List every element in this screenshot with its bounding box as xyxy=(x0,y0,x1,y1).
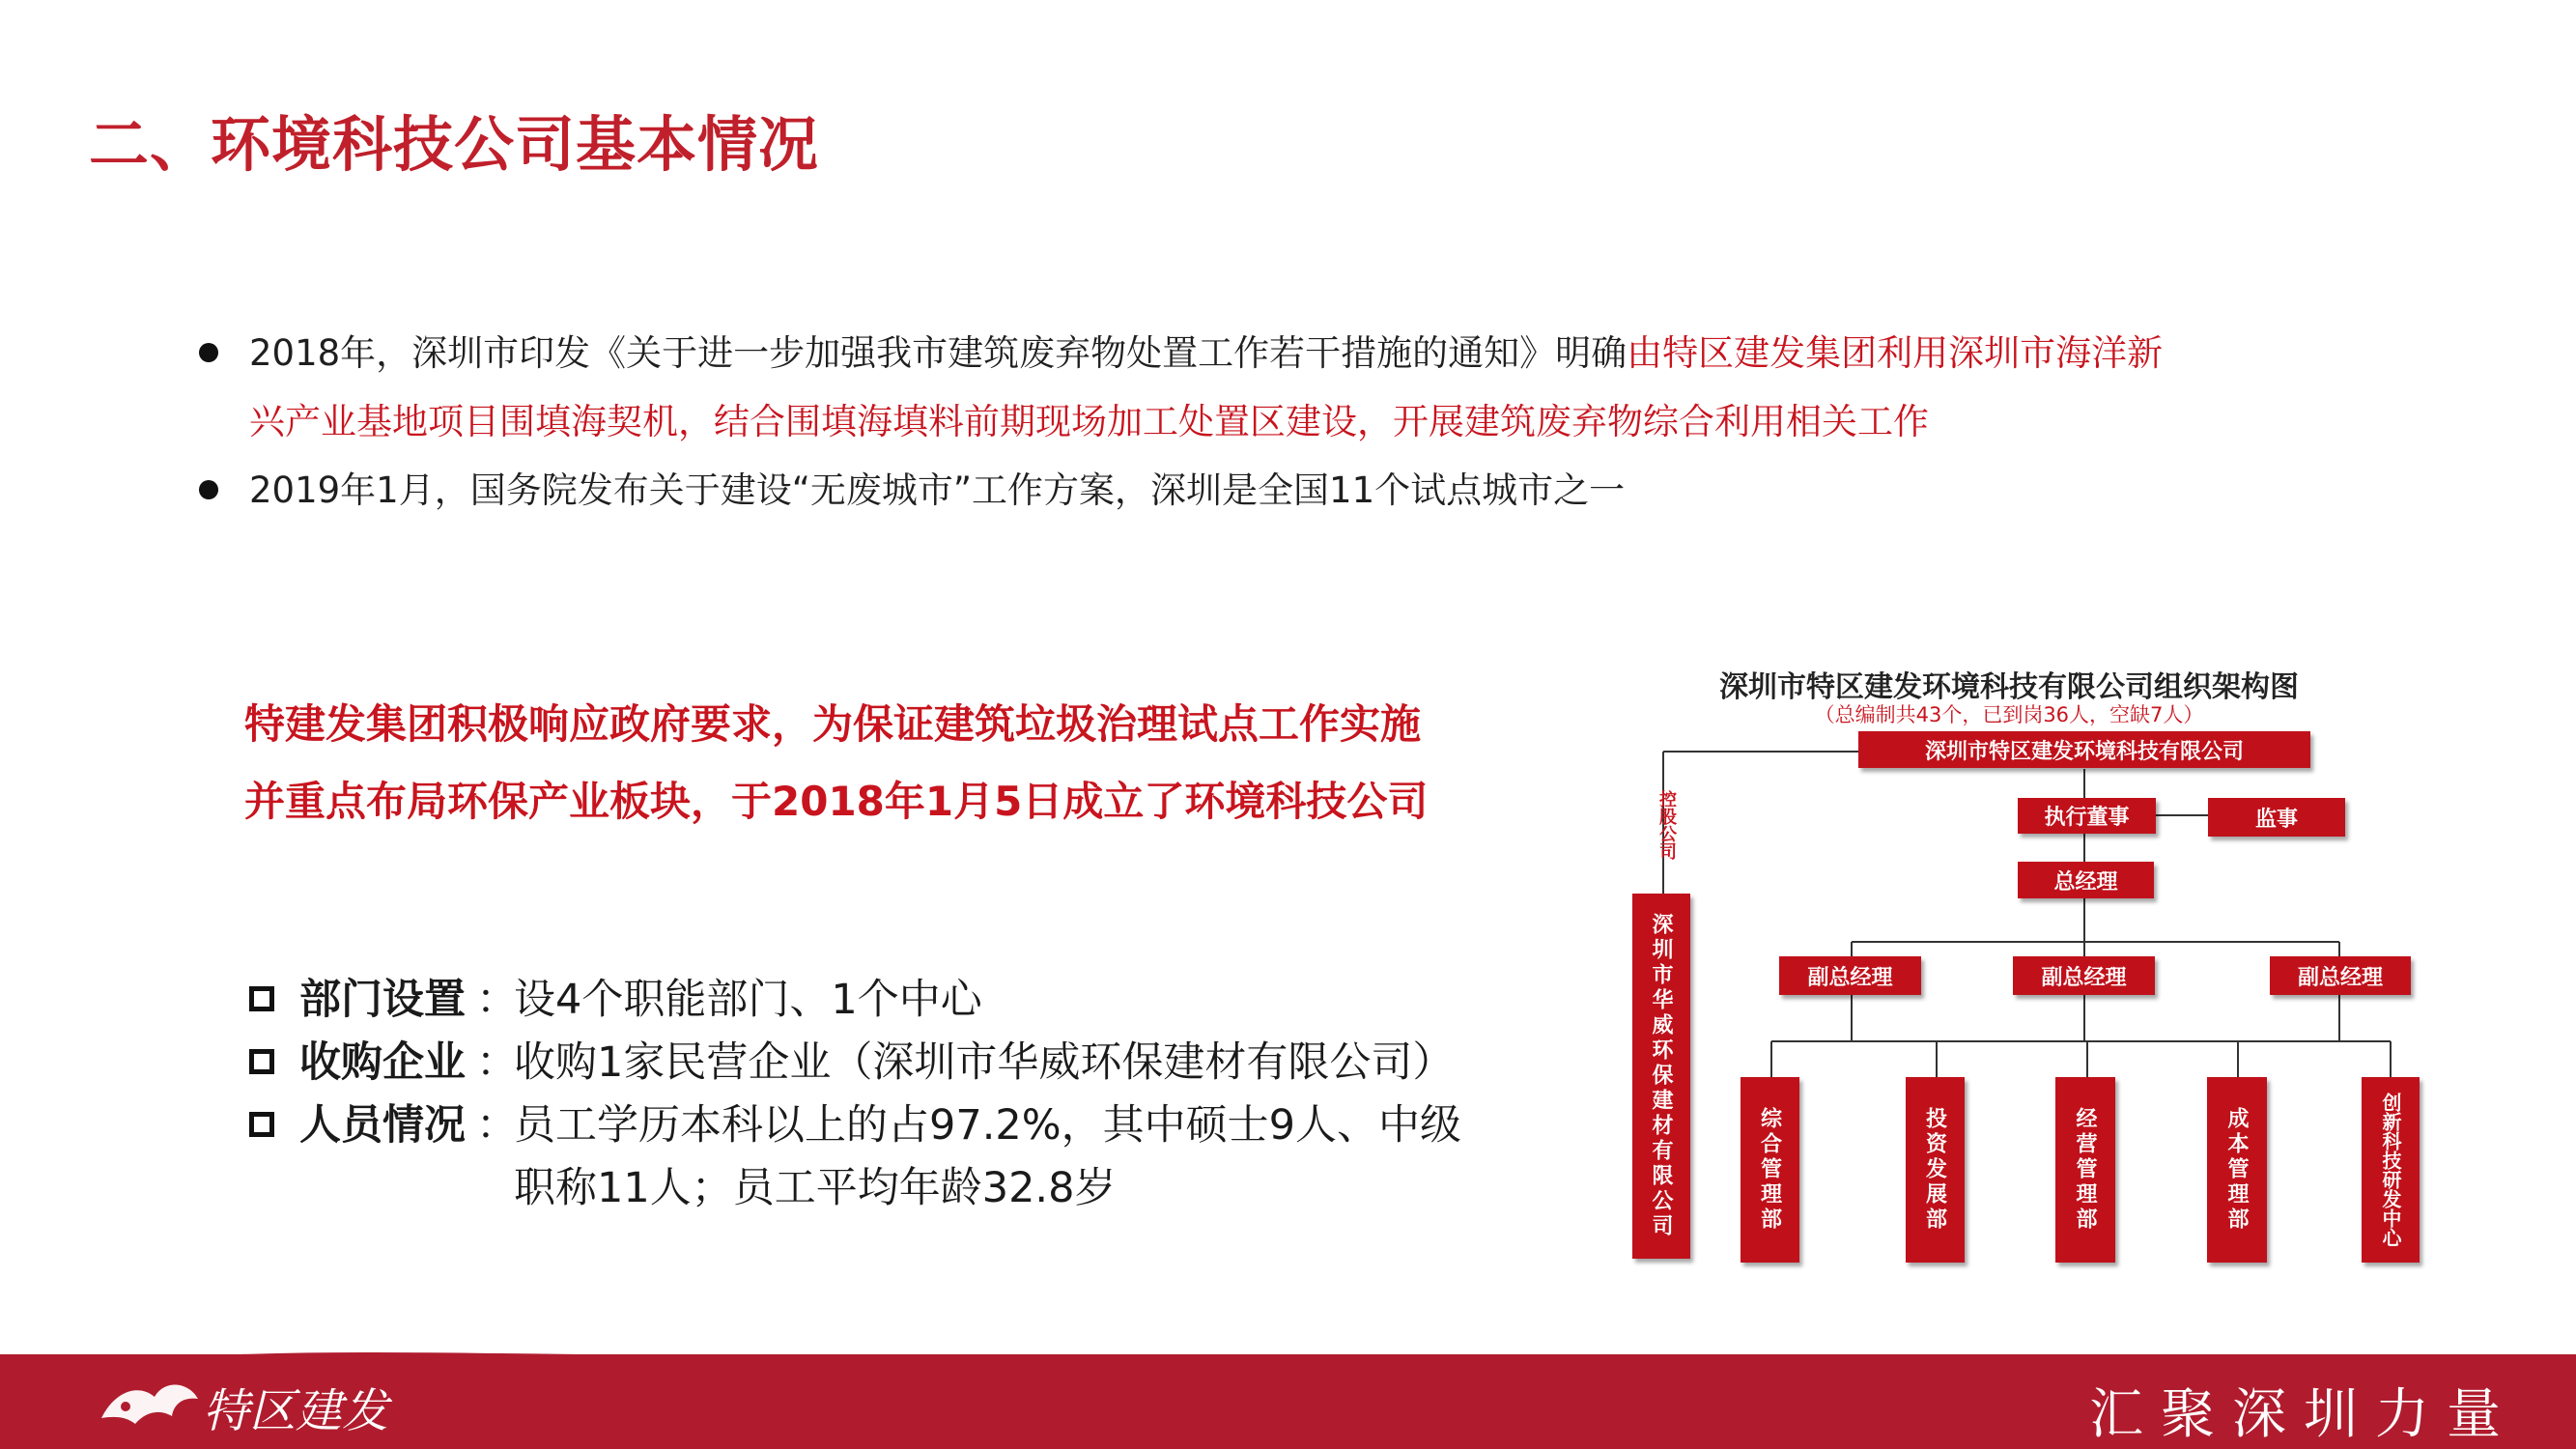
org-node-company: 深圳市特区建发环境科技有限公司 xyxy=(1858,731,2310,768)
info-colon: ： xyxy=(476,976,518,1024)
org-node-department: 投资发展部 xyxy=(1906,1077,1965,1263)
bullet-dot-icon xyxy=(199,343,218,362)
bullet-text: 2018年，深圳市印发《关于进一步加强我市建筑废弃物处置工作若干措施的通知》明确 xyxy=(249,332,1628,374)
holding-company-label: 控股公司 xyxy=(1656,790,1677,860)
org-node-subsidiary: 深圳市华威环保建材有限公司 xyxy=(1632,894,1690,1259)
org-node-deputy-gm: 副总经理 xyxy=(2270,956,2411,995)
footer-bar xyxy=(0,1354,2576,1449)
info-text: 员工学历本科以上的占97.2%，其中硕士9人、中级 xyxy=(514,1101,1461,1150)
info-label: 部门设置 xyxy=(299,976,466,1024)
footer-brand: 特区建发 xyxy=(203,1384,389,1438)
footer-wave-decoration xyxy=(0,1335,2576,1374)
info-text: 收购1家民营企业（深圳市华威环保建材有限公司） xyxy=(514,1038,1455,1087)
org-node-department: 经营管理部 xyxy=(2055,1077,2115,1263)
org-chart-title: 深圳市特区建发环境科技有限公司组织架构图 xyxy=(1719,670,2299,704)
checkbox-square-icon xyxy=(249,1112,274,1137)
lead-line: 特建发集团积极响应政府要求，为保证建筑垃圾治理试点工作实施 xyxy=(244,700,1422,748)
bullet-item xyxy=(249,456,2326,525)
checkbox-square-icon xyxy=(249,1049,274,1074)
bullet-item xyxy=(249,319,2326,456)
info-colon: ： xyxy=(476,1101,518,1150)
org-node-department: 创新科技研发中心 xyxy=(2362,1077,2420,1263)
lead-line: 并重点布局环保产业板块，于2018年1月5日成立了环境科技公司 xyxy=(244,778,1429,825)
org-node-deputy-gm: 副总经理 xyxy=(2013,956,2155,995)
bullet-highlight: 兴产业基地项目围填海契机，结合围填海填料前期现场加工处置区建设，开展建筑废弃物综合利用相关工作 xyxy=(249,401,1929,442)
org-node-general-manager: 总经理 xyxy=(2018,862,2154,898)
company-logo-icon xyxy=(97,1370,203,1437)
info-text: 职称11人；员工平均年龄32.8岁 xyxy=(514,1164,1117,1212)
org-chart xyxy=(1623,657,2402,1275)
bullet-dot-icon xyxy=(199,480,218,499)
org-node-department: 成本管理部 xyxy=(2207,1077,2267,1263)
page-title: 二、环境科技公司基本情况 xyxy=(89,109,820,180)
info-label: 人员情况 xyxy=(299,1101,466,1150)
bullet-text: 2019年1月，国务院发布关于建设“无废城市”工作方案，深圳是全国11个试点城市之一 xyxy=(249,469,1626,511)
info-colon: ： xyxy=(476,1038,518,1087)
footer-slogan: 汇聚深圳力量 xyxy=(2089,1383,2518,1446)
bullet-highlight: 由特区建发集团利用深圳市海洋新 xyxy=(1627,332,2164,374)
org-node-executive-director: 执行董事 xyxy=(2018,798,2156,834)
org-chart-subtitle: （总编制共43个，已到岗36人，空缺7人） xyxy=(1814,703,2204,726)
info-text: 设4个职能部门、1个中心 xyxy=(514,976,982,1024)
org-node-supervisor: 监事 xyxy=(2208,798,2345,837)
bullet-list xyxy=(249,319,2326,525)
lead-statement xyxy=(244,686,1428,840)
info-label: 收购企业 xyxy=(299,1038,466,1087)
org-node-department: 综合管理部 xyxy=(1741,1077,1799,1263)
checkbox-square-icon xyxy=(249,986,274,1011)
org-node-deputy-gm: 副总经理 xyxy=(1779,956,1921,995)
